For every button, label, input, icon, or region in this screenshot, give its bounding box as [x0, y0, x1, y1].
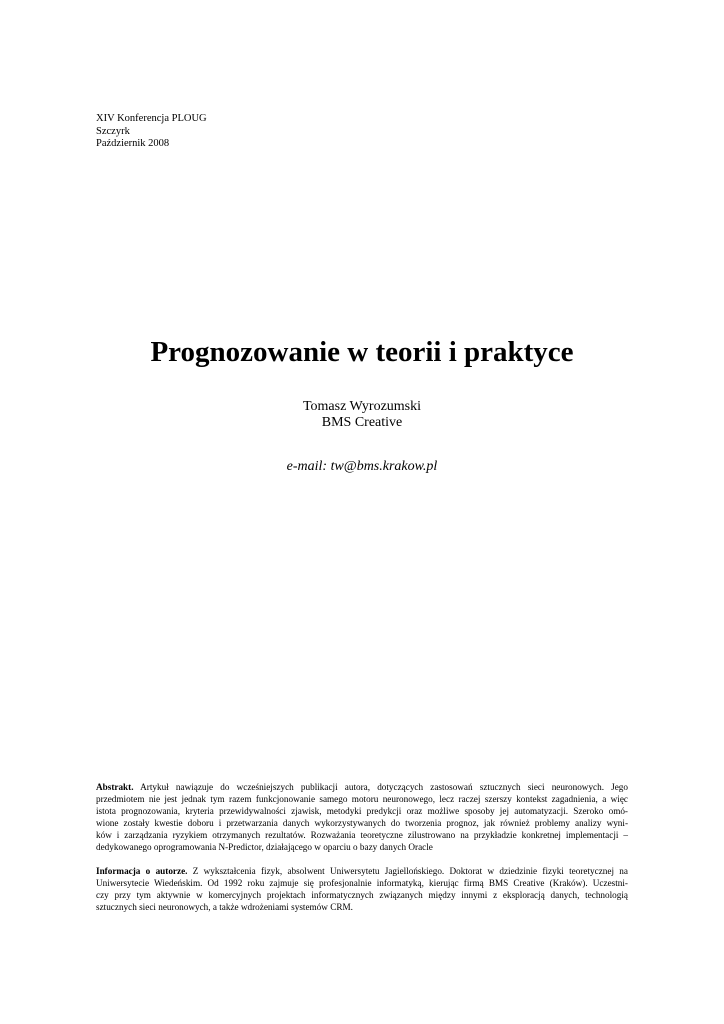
conference-header [96, 113, 207, 151]
abstract-line: wione zostały kwestie doboru i przetwarzania danych wykorzystywanych do tworzenia prognoz, jak również problemy analizy wyni- [96, 817, 628, 828]
abstract-text: Artykuł nawiązuje do wcześniejszych publikacji autora, dotyczących zastosowań sztucznych sieci neuronowych. Jego [140, 782, 628, 792]
abstract-paragraph [96, 782, 628, 853]
author-info-text: Z wykształcenia fizyk, absolwent Uniwersytetu Jagiellońskiego. Doktorat w dziedzinie fizyki teoretycznej na [192, 866, 628, 876]
author-affiliation: BMS Creative [321, 415, 403, 430]
author-info-line: sztucznych sieci neuronowych, a także wdrożeniami systemów CRM. [96, 901, 353, 912]
conference-date: Październik 2008 [96, 138, 170, 149]
abstract-line [96, 782, 628, 794]
author-info-paragraph [96, 866, 628, 914]
author-block [0, 399, 724, 431]
author-info-line [96, 866, 628, 878]
abstract-line: ków i zarządzania ryzykiem otrzymanych rezultatów. Rozważania teoretyczne zilustrowano na przykładzie konkretnej implementacji – [96, 829, 628, 840]
abstract-line: dedykowanego oprogramowania N-Predictor, działającego w oparciu o bazy danych Oracle [96, 841, 433, 852]
author-info-line: czy przy tym aktywnie w komercyjnych projektach informatycznych związanych między innymi z eksploracją danych, technologią [96, 889, 628, 900]
author-info-line: Uniwersytecie Wiedeńskim. Od 1992 roku zajmuje się profesjonalnie informatyką, kierując firmą BMS Creative (Kraków). Uczestni- [96, 877, 628, 888]
author-email: e-mail: tw@bms.krakow.pl [286, 459, 438, 474]
conference-location: Szczyrk [96, 125, 130, 137]
abstract-line: istota prognozowania, kryteria przewidywalności zjawisk, metodyki predykcji oraz możliwe sposoby jej automatyzacji. Szeroko omó- [96, 805, 628, 816]
conference-name: XIV Konferencja PLOUG [96, 113, 207, 124]
author-info-lead: Informacja o autorze. [96, 866, 188, 876]
paper-title: Prognozowanie w teorii i praktyce [150, 336, 574, 368]
abstract-lead: Abstrakt. [96, 782, 134, 792]
author-name: Tomasz Wyrozumski [302, 399, 422, 414]
abstract-line: przedmiotem nie jest jednak tym razem funkcjonowanie samego motoru neuronowego, lecz raczej szerszy kontekst zagadnienia, a więc [96, 793, 628, 804]
